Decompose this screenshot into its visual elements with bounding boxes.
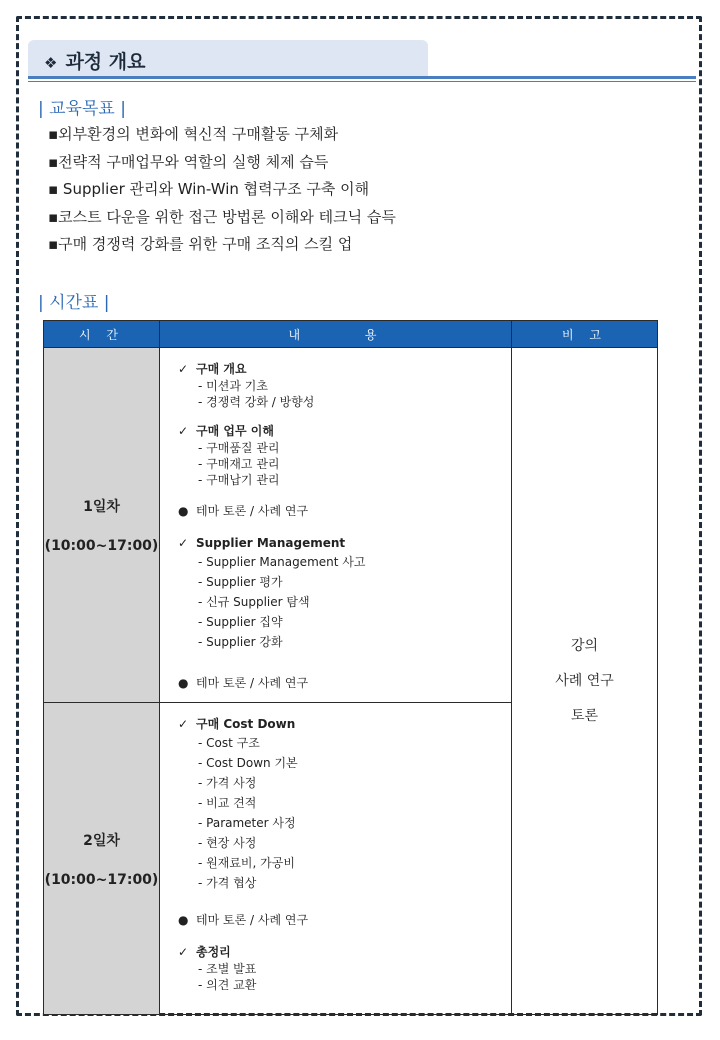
check-icon: ✓ bbox=[178, 717, 189, 731]
bullet-dot-icon: ● bbox=[178, 676, 189, 690]
topic-sub: - 미션과 기초 bbox=[198, 379, 268, 393]
note-line: 강의 bbox=[570, 637, 599, 654]
check-icon: ✓ bbox=[178, 362, 189, 376]
goal-item: ▪코스트 다운을 위한 접근 방법론 이해와 테크닉 습득 bbox=[48, 207, 396, 226]
header-rule bbox=[28, 76, 696, 79]
topic-title: 구매 Cost Down bbox=[196, 717, 296, 731]
note-line: 토론 bbox=[570, 707, 599, 724]
topic-sub: - 구매품질 관리 bbox=[198, 441, 280, 455]
topic-sub: - 가격 협상 bbox=[198, 876, 257, 890]
goal-item: ▪ Supplier 관리와 Win-Win 협력구조 구축 이해 bbox=[48, 180, 370, 198]
header-rule-thin bbox=[28, 81, 696, 82]
topic-sub: - 의견 교환 bbox=[198, 978, 257, 992]
topic-sub: - 가격 사정 bbox=[198, 776, 257, 790]
discussion-item: ● 테마 토론 / 사례 연구 bbox=[178, 504, 309, 518]
discussion-item: ● 테마 토론 / 사례 연구 bbox=[178, 913, 309, 927]
note-cell bbox=[512, 348, 658, 1015]
topic-title: 구매 업무 이해 bbox=[196, 424, 274, 438]
topic-sub: - Parameter 사정 bbox=[198, 816, 296, 830]
goals-label: | 교육목표 | bbox=[38, 99, 126, 119]
topic-sub: - 원재료비, 가공비 bbox=[198, 856, 295, 870]
topic-sub: - 구매납기 관리 bbox=[198, 473, 280, 487]
goal-item: ▪외부환경의 변화에 혁신적 구매활동 구체화 bbox=[48, 125, 339, 143]
bullet-dot-icon: ● bbox=[178, 913, 189, 927]
topic-sub: - Supplier 평가 bbox=[198, 575, 283, 589]
goal-item: ▪구매 경쟁력 강화를 위한 구매 조직의 스킬 업 bbox=[48, 235, 353, 253]
day1-cell bbox=[44, 348, 160, 703]
schedule-table bbox=[43, 320, 658, 1015]
topic-title: 총정리 bbox=[196, 945, 231, 959]
topic-sub: - 구매재고 관리 bbox=[198, 457, 280, 471]
topic-title: 구매 개요 bbox=[196, 362, 247, 376]
topic-sub: - 조별 발표 bbox=[198, 962, 257, 976]
topic-sub: - 현장 사정 bbox=[198, 836, 257, 850]
goal-list bbox=[48, 122, 396, 260]
header-note: 비 고 bbox=[512, 321, 658, 348]
note-line: 사례 연구 bbox=[555, 672, 614, 689]
header-time: 시 간 bbox=[44, 321, 160, 348]
topic-block bbox=[178, 534, 511, 652]
topic-sub: - 신규 Supplier 탐색 bbox=[198, 595, 310, 609]
discussion-item: ● 테마 토론 / 사례 연구 bbox=[178, 676, 309, 690]
day2-label: 2일차 bbox=[83, 832, 120, 849]
topic-title: Supplier Management bbox=[196, 536, 346, 550]
topic-sub: - 경쟁력 강화 / 방향성 bbox=[198, 395, 315, 409]
topic-block bbox=[178, 422, 511, 488]
topic-sub: - 비교 견적 bbox=[198, 796, 257, 810]
day1-time: (10:00~17:00) bbox=[44, 538, 159, 554]
topic-sub: - Supplier 강화 bbox=[198, 635, 283, 649]
header-content: 내 용 bbox=[160, 321, 512, 348]
check-icon: ✓ bbox=[178, 424, 189, 438]
four-diamond-icon: ❖ bbox=[44, 54, 58, 72]
day2-content bbox=[160, 703, 512, 1015]
check-icon: ✓ bbox=[178, 945, 189, 959]
day2-time: (10:00~17:00) bbox=[44, 871, 159, 888]
day2-cell bbox=[44, 703, 160, 1015]
topic-block bbox=[178, 360, 511, 410]
day1-label: 1일차 bbox=[83, 499, 120, 515]
check-icon: ✓ bbox=[178, 536, 189, 550]
schedule-label: | 시간표 | bbox=[38, 293, 110, 313]
topic-sub: - Cost Down 기본 bbox=[198, 756, 298, 770]
topic-sub: - Cost 구조 bbox=[198, 736, 260, 750]
bullet-dot-icon: ● bbox=[178, 504, 189, 518]
topic-block bbox=[178, 943, 511, 993]
table-header-row bbox=[44, 321, 658, 348]
page-title: ❖ 과정 개요 bbox=[44, 51, 146, 73]
goal-item: ▪전략적 구매업무와 역할의 실행 체제 습득 bbox=[48, 152, 329, 171]
day1-content bbox=[160, 348, 512, 703]
table-row-day1 bbox=[44, 348, 658, 703]
topic-block bbox=[178, 715, 511, 893]
topic-sub: - Supplier Management 사고 bbox=[198, 555, 366, 569]
topic-sub: - Supplier 집약 bbox=[198, 615, 283, 629]
